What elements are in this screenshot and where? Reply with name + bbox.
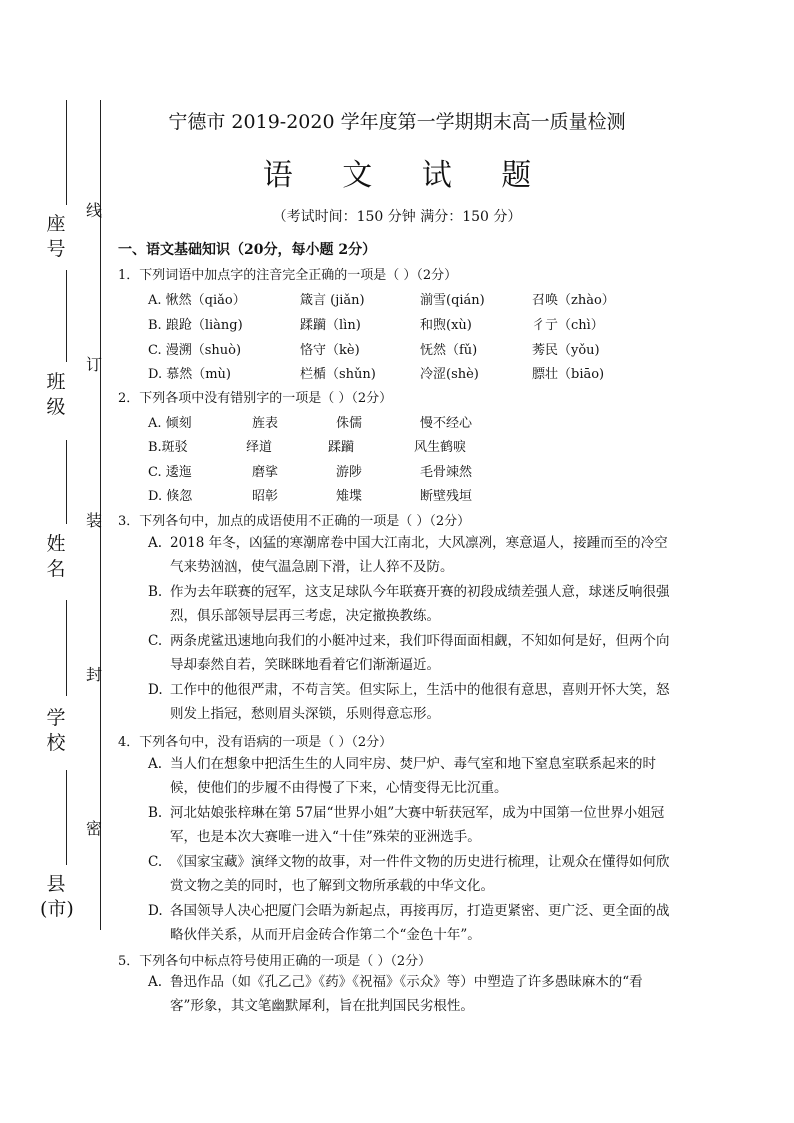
q5-option-a (148, 970, 676, 1018)
option-text: 各国领导人决心把厦门会晤为新起点，再接再厉，打造更紧密、更广泛、更全面的战略伙伴关系，从而开启金砖合作第二个“金色十年”。 (170, 903, 670, 943)
option-label: C. (148, 633, 163, 649)
q1-word: 箴言 (jiǎn) (300, 293, 365, 308)
option-label: A. (148, 974, 163, 990)
q1-word: 冷涩(shè) (420, 367, 479, 382)
q3-option-a (148, 531, 676, 579)
option-label: C. (148, 854, 163, 870)
option-text: 《国家宝藏》演绎文物的故事，对一件件文物的历史进行梳理，让观众在懂得如何欣赏文物之美的同时，也了解到文物所承载的中华文化。 (170, 854, 670, 894)
seat-number-label: 座号 (46, 213, 66, 260)
q3-option-b (148, 580, 676, 628)
question-3-stem: 3．下列各句中，加点的成语使用不正确的一项是（ ）（2分） (118, 514, 471, 529)
q1-word: 彳亍（chì） (532, 318, 604, 333)
q1-word: 莠民（yǒu) (532, 343, 600, 358)
option-label: D. (148, 903, 163, 919)
q1-word: 湔雪(qián) (420, 293, 485, 308)
q3-option-d (148, 678, 676, 726)
question-1-stem: 1．下列词语中加点字的注音完全正确的一项是（ ）（2分） (118, 268, 458, 283)
q4-option-b (148, 801, 676, 849)
seal-char-mi: 密 (85, 819, 102, 838)
name-label: 姓名 (46, 533, 66, 580)
county-blank[interactable] (66, 770, 67, 865)
q2-word: 慢不经心 (420, 416, 473, 431)
option-text: 河北姑娘张梓琳在第 57届“世界小姐”大赛中斩获冠军，成为中国第一位世界小姐冠军，也是本次大赛唯一进入“十佳”殊荣的亚洲选手。 (170, 805, 665, 845)
county-label: 县(市) (40, 873, 74, 920)
option-text: 2018 年冬，凶猛的寒潮席卷中国大江南北，大风凛冽，寒意逼人，接踵而至的冷空气来势汹汹，使气温急剧下滑，让人猝不及防。 (170, 535, 668, 575)
q2-option-d: D. 倏忽 (148, 489, 193, 504)
question-4-stem: 4．下列各句中，没有语病的一项是（ ）（2分） (118, 735, 393, 750)
q4-option-c (148, 850, 676, 898)
q1-word: 蹂躏（lìn) (300, 318, 361, 333)
q2-word: 断壁残垣 (420, 489, 473, 504)
q2-word: 旌表 (252, 416, 279, 431)
option-text: 鲁迅作品（如《孔乙己》《药》《祝福》《示众》等）中塑造了许多愚昧麻木的“看客”形象，其文笔幽默犀利，旨在批判国民劣根性。 (170, 974, 643, 1014)
q2-word: 侏儒 (336, 416, 363, 431)
q1-word: 召唤（zhào） (532, 293, 615, 308)
q2-option-a: A. 倾刻 (148, 416, 192, 431)
q1-option-d: D. 慕然（mù) (148, 367, 231, 382)
question-5-stem: 5．下列各句中标点符号使用正确的一项是（ ）（2分） (118, 954, 432, 969)
q4-option-d (148, 899, 676, 947)
q2-option-c: C. 逶迤 (148, 465, 192, 480)
option-text: 作为去年联赛的冠军，这支足球队今年联赛开赛的初段成绩差强人意，球迷反响很强烈，俱乐部领导层再三考虑，决定撤换教练。 (170, 584, 670, 624)
q1-word: 怃然（fǔ) (420, 343, 478, 358)
q1-option-b: B. 踉跄（liàng) (148, 318, 243, 333)
section-heading: 一、语文基础知识（20分，每小题 2分） (118, 242, 377, 258)
subject-title: 语 文 试 题 (262, 158, 552, 193)
option-label: B. (148, 805, 163, 821)
school-label: 学校 (46, 707, 66, 754)
q1-word: 膘壮（biāo) (532, 367, 605, 382)
class-blank[interactable] (66, 270, 67, 362)
q1-option-c: C. 漫溯（shuò) (148, 343, 242, 358)
q2-option-b: B.斑驳 (148, 440, 188, 455)
q2-word: 绎道 (246, 440, 273, 455)
q2-word: 磨挲 (252, 465, 279, 480)
exam-title: 宁德市 2019-2020 学年度第一学期期末高一质量检测 (168, 111, 626, 133)
q1-option-a: A. 愀然（qiǎo） (148, 293, 246, 308)
q4-option-a (148, 752, 676, 800)
q1-word: 栏楯（shǔn) (300, 367, 376, 382)
seal-char-ding: 订 (85, 355, 102, 374)
exam-info: （考试时间：150 分钟 满分：150 分） (272, 209, 522, 225)
seal-char-zhuang: 装 (85, 511, 102, 530)
q2-word: 游陟 (336, 465, 363, 480)
option-label: B. (148, 584, 163, 600)
name-blank[interactable] (66, 440, 67, 524)
q2-word: 风生鹤唳 (414, 440, 467, 455)
option-label: A. (148, 535, 163, 551)
q1-word: 和煦(xù) (420, 318, 472, 333)
q2-word: 雉堞 (336, 489, 363, 504)
seal-char-feng: 封 (85, 665, 102, 684)
option-text: 当人们在想象中把活生生的人同牢房、焚尸炉、毒气室和地下窒息室联系起来的时候，使他们的步履不由得慢了下来，心情变得无比沉重。 (170, 756, 656, 796)
q2-word: 蹂躏 (328, 440, 355, 455)
q2-word: 毛骨竦然 (420, 465, 473, 480)
question-2-stem: 2．下列各项中没有错别字的一项是（ ）（2分） (118, 391, 393, 406)
seal-char-xian: 线 (85, 201, 102, 220)
option-label: D. (148, 682, 163, 698)
q2-word: 昭彰 (252, 489, 279, 504)
class-label: 班级 (46, 371, 66, 418)
q1-word: 恪守（kè) (300, 343, 360, 358)
option-label: A. (148, 756, 163, 772)
school-blank[interactable] (66, 600, 67, 696)
q3-option-c (148, 629, 676, 677)
option-text: 两条虎鲨迅速地向我们的小艇冲过来，我们吓得面面相觑，不知如何是好，但两个向导却泰然自若，笑眯眯地看着它们渐渐逼近。 (170, 633, 670, 673)
option-text: 工作中的他很严肃，不苟言笑。但实际上，生活中的他很有意思，喜则开怀大笑，怒则发上指冠，愁则眉头深锁，乐则得意忘形。 (170, 682, 670, 722)
